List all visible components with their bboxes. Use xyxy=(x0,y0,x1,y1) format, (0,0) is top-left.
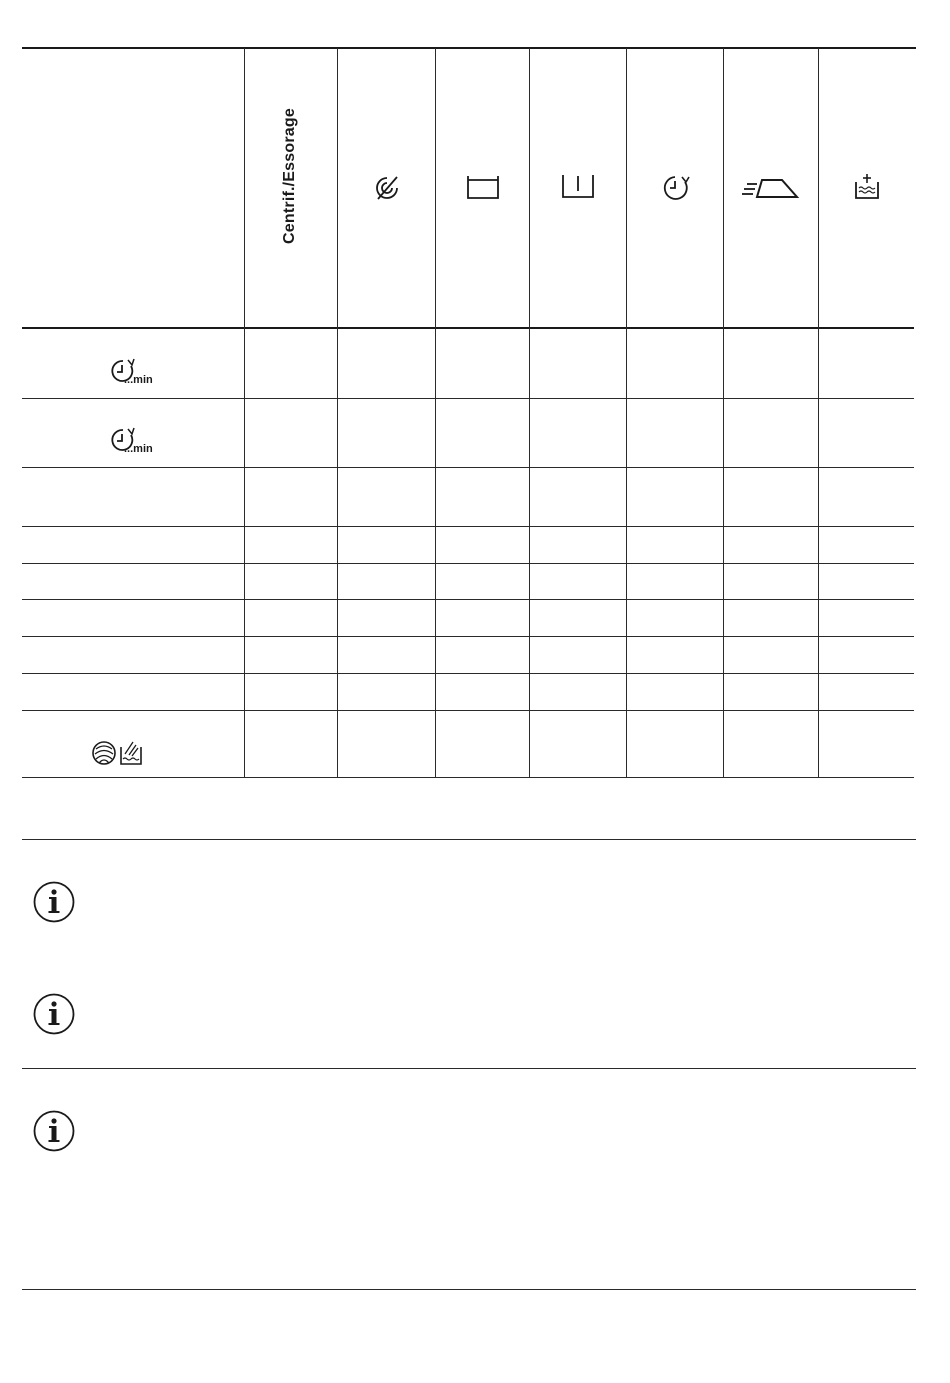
table-row xyxy=(22,673,914,674)
wool-handwash-icon xyxy=(92,739,144,767)
no-spin-icon xyxy=(372,174,402,202)
column-divider xyxy=(818,48,819,778)
time-delay-icon xyxy=(661,174,691,202)
table-header-rule xyxy=(22,327,914,329)
info-icon xyxy=(33,881,75,923)
table-row xyxy=(22,563,914,564)
section-divider xyxy=(22,1289,916,1290)
info-icon xyxy=(33,1110,75,1152)
column-divider xyxy=(723,48,724,778)
easy-iron-icon xyxy=(742,176,800,200)
table-row xyxy=(22,467,914,468)
table-row xyxy=(22,398,914,399)
column-divider xyxy=(626,48,627,778)
extra-rinse-icon xyxy=(853,173,881,201)
table-row xyxy=(22,526,914,527)
time-min-icon xyxy=(111,427,157,455)
table-row xyxy=(22,599,914,600)
table-row xyxy=(22,710,914,711)
table-top-rule xyxy=(22,47,916,49)
section-divider xyxy=(22,1068,916,1069)
column-divider xyxy=(337,48,338,778)
drain-icon xyxy=(561,173,595,199)
time-min-label: ...min xyxy=(124,443,153,455)
table-bottom-rule xyxy=(22,777,914,778)
column-divider xyxy=(529,48,530,778)
column-divider xyxy=(244,48,245,778)
time-min-icon xyxy=(111,358,157,386)
info-icon xyxy=(33,993,75,1035)
column-divider xyxy=(435,48,436,778)
rinse-hold-icon xyxy=(466,174,500,200)
spin-column-label: Centrif./Essorage xyxy=(281,108,298,244)
time-min-label: ...min xyxy=(124,374,153,386)
table-row xyxy=(22,636,914,637)
section-divider xyxy=(22,839,916,840)
